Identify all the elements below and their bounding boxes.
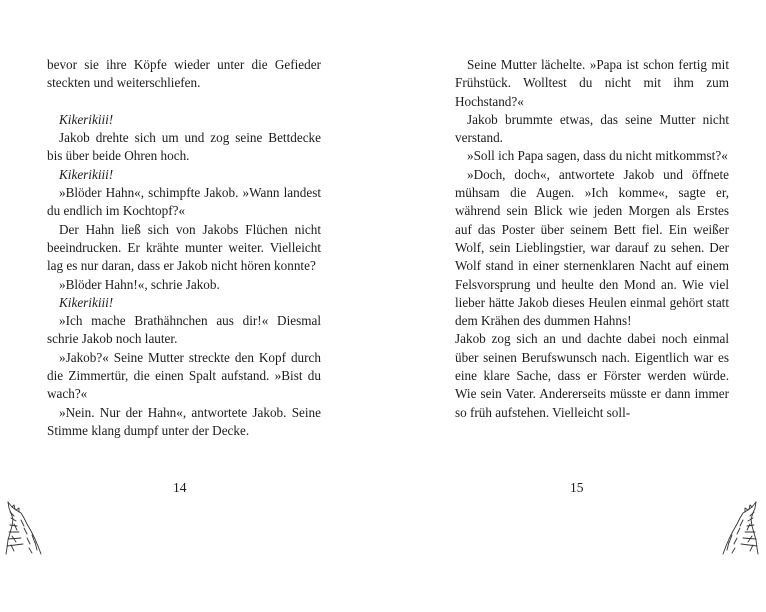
paragraph: »Soll ich Papa sagen, dass du nicht mitkommst?« [467, 148, 728, 164]
paragraph: »Ich mache Brathähnchen aus dir!« Diesmal schrie Jakob noch lauter. [47, 313, 321, 347]
paragraph: Kikerikiii! [59, 166, 114, 182]
paragraph: Kikerikiii! [59, 111, 114, 127]
paragraph: »Blöder Hahn!«, schrie Jakob. [59, 276, 220, 292]
paragraph: bevor sie ihre Köpfe wieder unter die Gefieder steckten und weiterschliefen. [47, 57, 321, 91]
howling-wolf-icon [718, 498, 762, 556]
paragraph: Jakob brummte etwas, das seine Mutter nicht verstand. [455, 111, 729, 146]
howling-wolf-icon [2, 498, 46, 556]
paragraph: »Blöder Hahn«, schimpfte Jakob. »Wann landest du endlich im Kochtopf?« [47, 185, 321, 219]
paragraph: Seine Mutter lächelte. »Papa ist schon fertig mit Frühstück. Wolltest du nicht mit ihm zum Hochstand?« [455, 57, 729, 109]
paragraph: Jakob drehte sich um und zog seine Bettdecke bis über beide Ohren hoch. [47, 130, 321, 164]
paragraph: »Nein. Nur der Hahn«, antwortete Jakob. Seine Stimme klang dumpf unter der Decke. [47, 404, 321, 438]
paragraph: »Doch, doch«, antwortete Jakob und öffnete mühsam die Augen. »Ich komme«, sagte er, während sein Blick wie jeden Morgen als Erstes auf das Poster über seinem Bett fiel. Ein weißer Wolf, sein Lieblingstier, war darauf zu sehen. Der Wolf stand in einer sternenklaren Nacht auf einem Felsvorsprung und heulte den Mond an. Wie viel lieber hätte Jakob dieses Heulen einmal gehört statt dem Krähen des dummen Hahns! [455, 166, 729, 329]
paragraph: Jakob zog sich an und dachte dabei noch einmal über seinen Berufswunsch nach. Eigentlich war es eine klare Sache, dass er Förster werden würde. Wie sein Vater. Andererseits müsste er dann immer so früh aufstehen. Vielleicht soll- [455, 331, 729, 420]
paragraph: »Jakob?« Seine Mutter streckte den Kopf durch die Zimmertür, die einen Spalt aufstand. »Bist du wach?« [47, 349, 321, 402]
right-page-text [455, 56, 729, 422]
page-number-left: 14 [173, 480, 187, 495]
paragraph: Kikerikiii! [59, 294, 114, 310]
left-page-text [47, 56, 321, 440]
page-number-right: 15 [570, 480, 584, 495]
paragraph: Der Hahn ließ sich von Jakobs Flüchen nicht beeindrucken. Er krähte munter weiter. Vielleicht lag es nur daran, dass er Jakob nicht hören konnte? [47, 221, 321, 274]
